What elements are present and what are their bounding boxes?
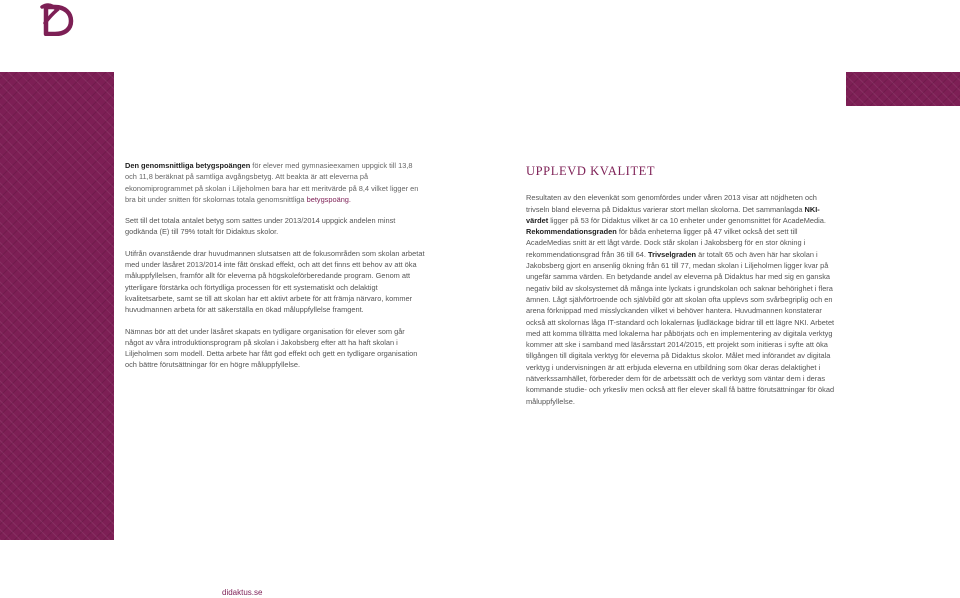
conclusion-paragraph: Utifrån ovanstående drar huvudmannen slutsatsen att de fokusområden som skolan arbetat med under läsåret 2013/2014 inte fått önskad effekt, och att det finns ett behov av att öka måluppfyllelsen, framför allt för eleverna på högskoleförberedande program. Genom att ytterligare förstärka och förtydliga processen för ett systematiskt och delaktigt kvalitetsarbete, samt se till att skolan har ett aktivt arbete för att främja närvaro, kommer huvudmannen arbeta för att säkerställa en ökad måluppfyllelse framgent. (125, 248, 425, 315)
nki-bold: NKI-värdet (526, 204, 820, 225)
pass-rate-paragraph: Sett till det totala antalet betyg som sattes under 2013/2014 uppgick andelen minst godkända (E) till 79% totalt för Didaktus skolor. (125, 216, 396, 237)
recommendation-bold: Rekommendationsgraden (526, 227, 617, 237)
organisation-paragraph: Nämnas bör att det under läsåret skapats en tydligare organisation för elever som går något av våra introduktionsprogram på skolan i Jakobsberg efter att ha haft skolan i Liljeholmen som modell. Detta arbete har fått god effekt och gett en tydligare organisation och bättre förutsättningar för en högre måluppfyllelse. (125, 326, 418, 370)
right-text-column (526, 166, 836, 407)
footer-website-link[interactable]: didaktus.se (222, 588, 263, 597)
decorative-pattern-band-right (846, 72, 960, 106)
didaktus-d-logo-icon (40, 2, 74, 36)
grade-points-bold: Den genomsnittliga betygspoängen (125, 161, 251, 170)
grade-points-paragraph: Den genomsnittliga betygspoängen för elever med gymnasieexamen uppgick till 13,8 och 11,8 beräknat på samtliga avgångsbetyg. Att beakta är att eleverna på ekonomiprogrammet på skolan i Liljeholmen bara har ett meritvärde på 8,4 vilket ligger en bra bit under snitten för skolornas totala genomsnittliga betygspoäng. (125, 161, 419, 204)
section-heading: UPPLEVD KVALITET (526, 164, 656, 178)
perceived-quality-paragraph: Resultaten av den elevenkät som genomfördes under våren 2013 visar att nöjdheten och trivseln bland eleverna på Didaktus varierar stort mellan skolorna. Det sammanlagda NKI-värdet ligger på 53 för Didaktus vilket är ca 10 enheter under genomsnittet för AcadeMedia. Rekommendationsgraden för båda enheterna ligger på 47 vilket också det sett till AcadeMedias snitt är ett lågt värde. Dock står skolan i Jakobsberg för en stor ökning i rekommendationsgrad från 36 till 64. Trivselgraden är totalt 65 och även här har skolan i Jakobsberg gjort en ansenlig ökning från 61 till 77, medan skolan i Liljeholmen ligger kvar på ungefär samma värden. En betydande andel av eleverna på Didaktus har med sig en ganska negativ bild av skolsystemet då många inte lyckats i grundskolan och saknar behörighet i flera ämnen. Lågt självförtroende och självbild gör att skolan ofta upplevs som svårbegriplig och en arena förknippad med misslyckanden vilket vi behöver hantera. Huvudmannen konstaterar också att skolornas låga IT-standard och lokalernas ljudläckage bidrar till ett lägre NKI. Arbetet med att komma tillrätta med lokalerna har påbörjats och en implementering av digitala verktyg kommer att ske i samband med läsårsstart 2014/2015, ett projekt som initieras i syfte att öka tillgången till digitala verktyg för eleverna på Didaktus skolor. Målet med införandet av digitala verktyg i undervisningen är att erbjuda eleverna en utbildning som ökar deras delaktighet i nätverkssamhället, förbereder dem för de arbetssätt och de verktyg som väntar dem i deras kommande studie- och yrkesliv men också att fler elever skall få bättre förutsättningar för ökad måluppfyllelse. (526, 193, 835, 406)
wellbeing-bold: Trivselgraden (648, 249, 697, 259)
left-text-column (125, 160, 425, 381)
decorative-pattern-band-left (0, 72, 114, 540)
